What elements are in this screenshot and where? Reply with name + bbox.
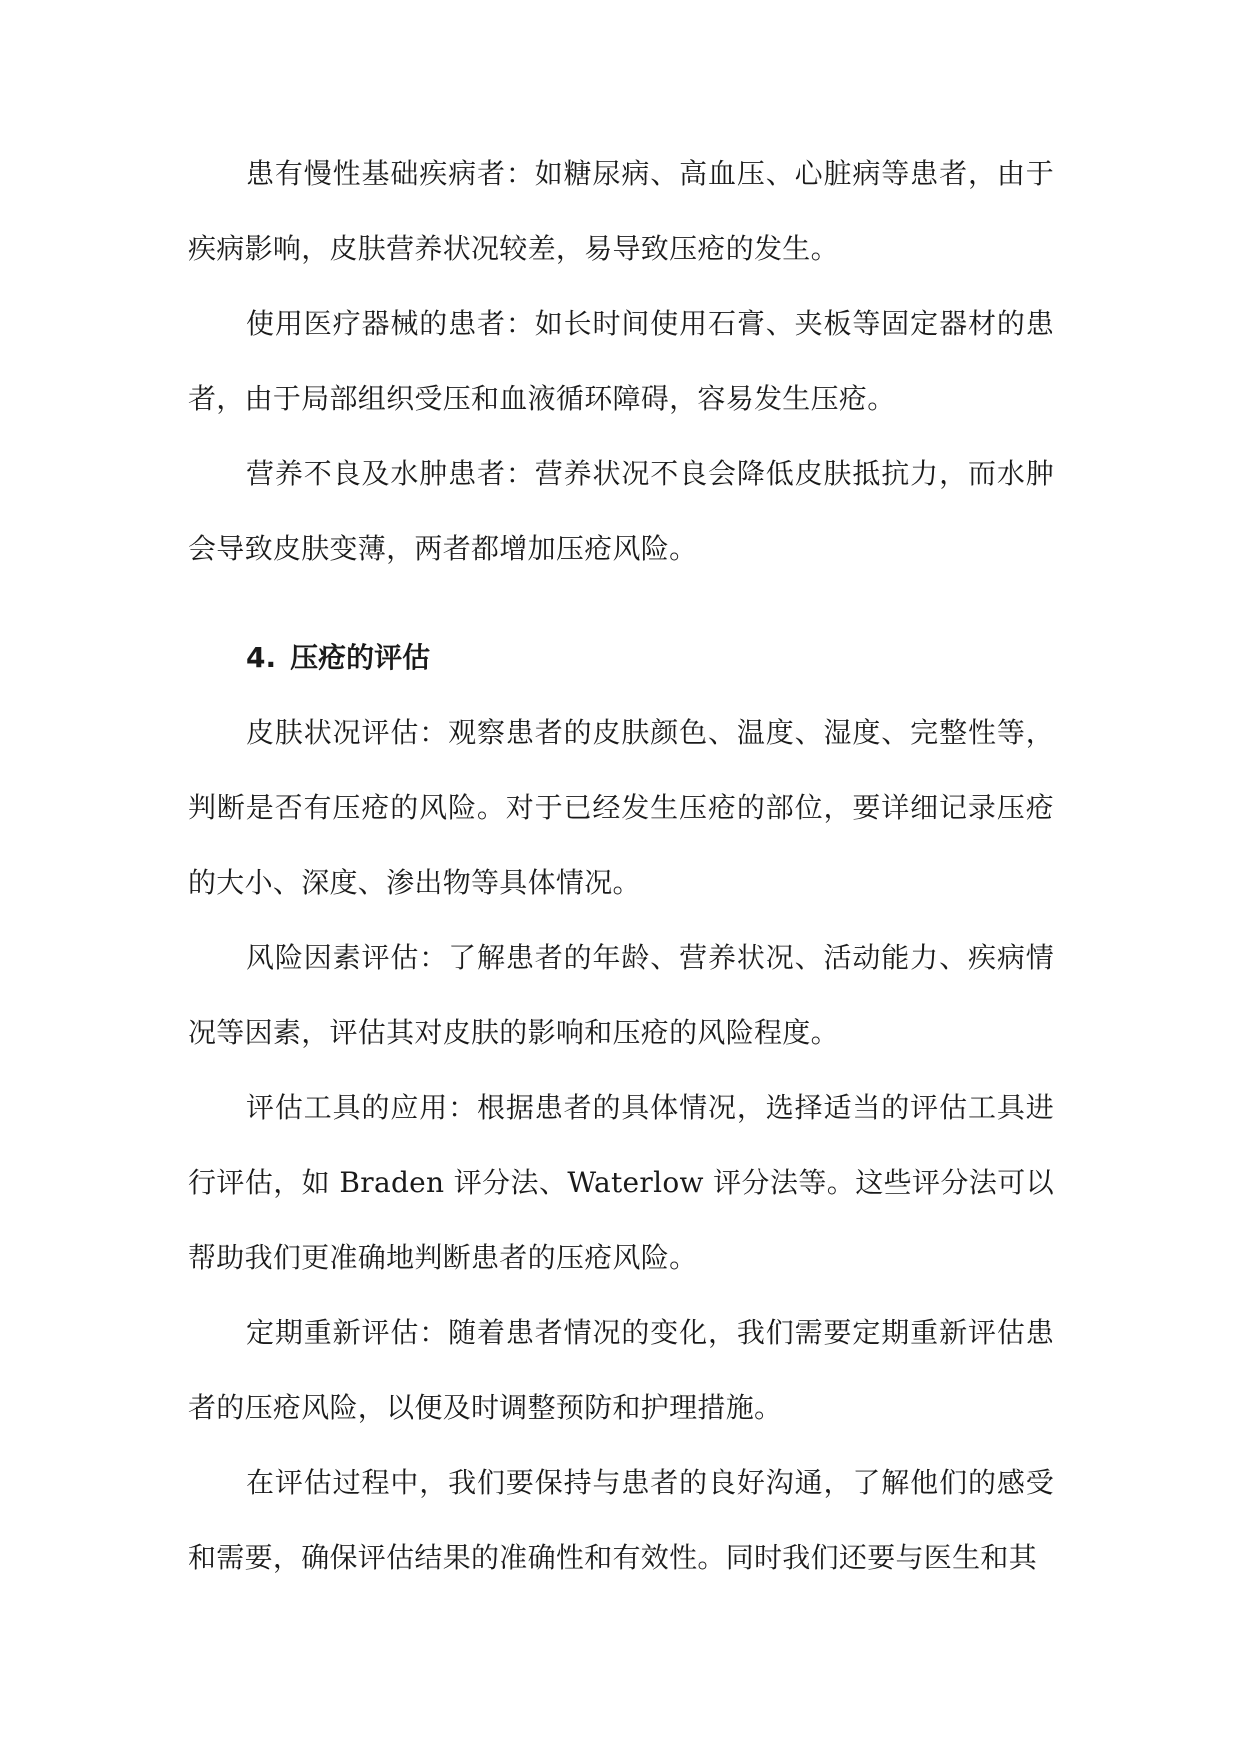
section-number: 4.	[246, 641, 277, 674]
paragraph-communication: 在评估过程中，我们要保持与患者的良好沟通，了解他们的感受和需要，确保评估结果的准确性和有效性。同时我们还要与医生和其	[188, 1466, 1054, 1574]
paragraph-malnutrition-edema: 营养不良及水肿患者：营养状况不良会降低皮肤抵抗力，而水肿会导致皮肤变薄，两者都增加压疮风险。	[188, 457, 1054, 565]
section-title: 压疮的评估	[290, 641, 431, 674]
paragraph-skin-assessment: 皮肤状况评估：观察患者的皮肤颜色、温度、湿度、完整性等，判断是否有压疮的风险。对于已经发生压疮的部位，要详细记录压疮的大小、深度、渗出物等具体情况。	[188, 716, 1054, 899]
paragraph-medical-device: 使用医疗器械的患者：如长时间使用石膏、夹板等固定器材的患者，由于局部组织受压和血液循环障碍，容易发生压疮。	[188, 307, 1054, 415]
section-heading	[188, 620, 1054, 695]
paragraph-chronic-disease: 患有慢性基础疾病者：如糖尿病、高血压、心脏病等患者，由于疾病影响，皮肤营养状况较差，易导致压疮的发生。	[188, 157, 1054, 265]
paragraph-risk-factor-assessment: 风险因素评估：了解患者的年龄、营养状况、活动能力、疾病情况等因素，评估其对皮肤的影响和压疮的风险程度。	[188, 941, 1054, 1049]
paragraph-periodic-reassessment: 定期重新评估：随着患者情况的变化，我们需要定期重新评估患者的压疮风险，以便及时调整预防和护理措施。	[188, 1316, 1054, 1424]
document-page	[188, 136, 1054, 1595]
paragraph-assessment-tools: 评估工具的应用：根据患者的具体情况，选择适当的评估工具进行评估，如 Braden 评分法、Waterlow 评分法等。这些评分法可以帮助我们更准确地判断患者的压疮风险。	[188, 1091, 1054, 1274]
